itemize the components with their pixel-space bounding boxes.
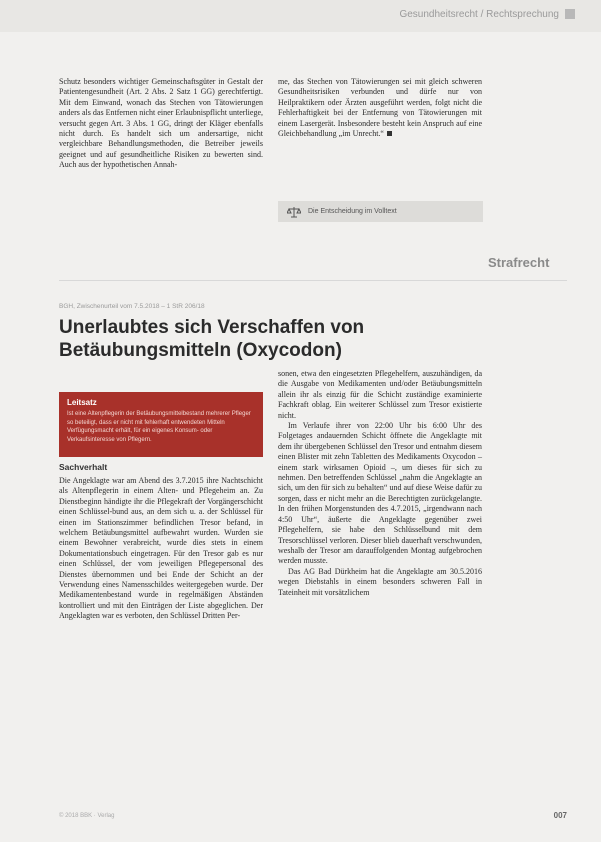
divider bbox=[59, 280, 567, 281]
top-right-column bbox=[278, 77, 482, 139]
article-title: Unerlaubtes sich Verschaffen von Betäubungsmitteln (Oxycodon) bbox=[59, 317, 365, 361]
paragraph: sonen, etwa den eingesetzten Pflegehelfern, auszuhändigen, da die Ausgabe von Medikamenten und/oder Betäubungsmitteln allein ihr als einzig für die Schicht zuständige examinierte Fachkraft oblag. Ein weiterer Schlüssel zum Tresor existierte nicht. bbox=[278, 369, 482, 420]
paragraph: me, das Stechen von Tätowierungen sei mit gleich schweren Gesundheitsrisiken verbunden und dürfe nur von Heilpraktikern oder Ärzten ausgeführt werden, folgt nicht die Fehlerhaftigkeit bei der Entfernung von Tätowierungen mit einem Lasergerät. Insbesondere besteht kein Anspruch auf eine Gleichbehandlung „im Unrecht.“ bbox=[278, 77, 482, 139]
scale-icon bbox=[286, 206, 302, 218]
paragraph: Die Angeklagte war am Abend des 3.7.2015 ihre Nachtschicht als Altenpflegerin in einem Alten- und Pflegeheim an. Zu Dienstbeginn händigte ihr die Pflegekraft der Vorgängerschicht einen Schlüssel-bund aus, an dem sich u. a. der Schlüssel für einen im Stationszimmer befindlichen Tresor befand, in welchem Betäubungsmittel aufbewahrt wurden. Wurden sie einem Bewohner verabreicht, wurde dies stets in einem Dokumentationsbuch eingetragen. Für den Tresor gab es nur einen Schlüssel, der vom jeweiligen Pflegepersonal des Dienstes übernommen und bei Ende der Schicht an der Verwendung eines Namensschildes weitergegeben wurde. Der Medikamentenbestand wurde in regelmäßigen Abständen kontrolliert und mit den Einträgen der Liste abgeglichen. Der Angeklagten war es verboten, den Schlüssel Dritten Per- bbox=[59, 476, 263, 621]
page-number: 007 bbox=[553, 811, 567, 820]
sachverhalt-heading: Sachverhalt bbox=[59, 462, 108, 472]
section-badge-icon bbox=[565, 9, 575, 19]
paragraph: Schutz besonders wichtiger Gemeinschaftsgüter in Gestalt der Patientengesundheit (Art. 2 Abs. 2 Satz 1 GG) gerechtfertigt. Mit dem Einwand, wonach das Stechen von Tätowierungen anders als das Entfernen nicht einer Erlaubnispflicht unterliege, versucht gegen Art. 3 Abs. 1 GG, dringt der Kläger ebenfalls nicht durch. Es handelt sich um andersartige, nicht vergleichbare Behandlungsmethoden, die Betreiber jeweils geeignet und auf gesundheitliche Risiken zu bewerten sind. Auch aus der hypothetischen Annah- bbox=[59, 77, 263, 170]
top-left-column bbox=[59, 77, 263, 171]
rubric-heading: Strafrecht bbox=[488, 255, 550, 270]
leitsatz-box bbox=[59, 392, 263, 457]
bottom-right-column bbox=[278, 369, 482, 598]
leitsatz-heading: Leitsatz bbox=[67, 398, 97, 407]
paragraph: Im Verlaufe ihrer von 22:00 Uhr bis 6:00 Uhr des Folgetages andauernden Schicht öffnete die Angeklagte mit dem ihr übergebenen Schlüssel den Tresor und entnahm diesem einen Blister mit zehn Tabletten des Medikaments Oxycodon – einem stark wirksamen Opioid –, um dieses für sich zu nehmen. Den betreffenden Schlüssel „nahm die Angeklagte an sich, um den für sich zu behalten“ und auf diese Weise dafür zu sorgen, dass er nicht mehr an die Berechtigten zurückgelangte. In den frühen Morgenstunden des 4.7.2015, „irgendwann nach 4:50 Uhr“, äußerte die Angeklagte gegenüber zwei Pflegehelfern, sie habe den Schlüsselbund mit dem Tresorschlüssel verloren. Dieser blieb dauerhaft verschwunden, weshalb der Tresor am darauffolgenden Montag aufgebrochen werden musste. bbox=[278, 421, 482, 566]
decision-fulltext-link[interactable] bbox=[278, 201, 483, 222]
decision-link-label: Die Entscheidung im Volltext bbox=[308, 208, 397, 215]
section-label: Gesundheitsrecht / Rechtsprechung bbox=[399, 9, 559, 20]
end-mark-icon bbox=[387, 131, 392, 136]
paragraph: Das AG Bad Dürkheim hat die Angeklagte am 30.5.2016 wegen Diebstahls in einem besonders schweren Fall in Tateinheit mit vorsätzlichem bbox=[278, 566, 482, 597]
bottom-left-column bbox=[59, 476, 263, 622]
footer-imprint: © 2018 BBK · Verlag bbox=[59, 813, 115, 819]
leitsatz-text: Ist eine Altenpflegerin der Betäubungsmittelbestand mehrerer Pfleger so beteiligt, dass er nicht mit fehlerhaft entwendeten Mitteln Verfügungsmacht erhält, für ein eigenes Konsum- oder Verkaufsinteresse von Pflegern. bbox=[67, 411, 251, 443]
court-source-line: BGH, Zwischenurteil vom 7.5.2018 – 1 StR 206/18 bbox=[59, 303, 205, 310]
